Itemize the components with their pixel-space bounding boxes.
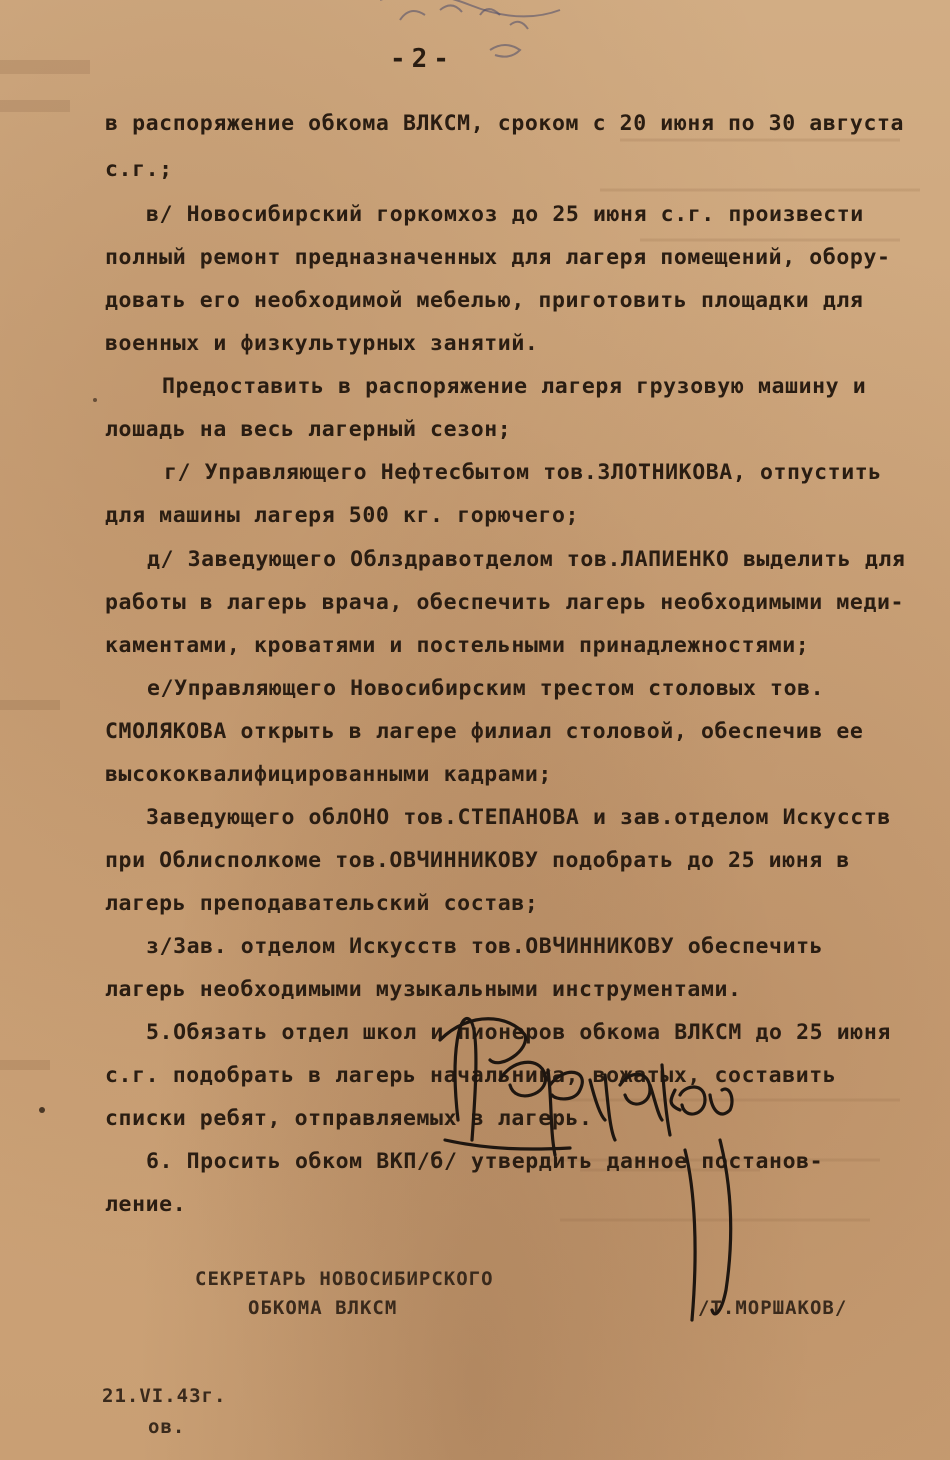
page-number: -2- [390, 44, 455, 74]
body-line: СМОЛЯКОВА открыть в лагере филиал столовой, обеспечив ее [105, 719, 864, 744]
body-line: работы в лагерь врача, обеспечить лагерь необходимыми меди- [105, 590, 905, 615]
body-line: г/ Управляющего Нефтесбытом тов.ЗЛОТНИКОВА, отпустить [164, 460, 882, 485]
body-line: полный ремонт предназначенных для лагеря помещений, обору- [105, 245, 891, 270]
body-line: Заведующего облОНО тов.СТЕПАНОВА и зав.отделом Искусств [146, 805, 891, 830]
body-line: Предоставить в распоряжение лагеря грузовую машину и [162, 374, 867, 399]
body-line: в распоряжение обкома ВЛКСМ, сроком с 20 июня по 30 августа [105, 111, 905, 136]
typist-initials: ов. [148, 1416, 186, 1438]
body-line: ление. [105, 1192, 187, 1217]
signatory-title-line-2: ОБКОМА ВЛКСМ [248, 1297, 398, 1319]
body-line: высококвалифицированными кадрами; [105, 762, 552, 787]
handwritten-signature [430, 990, 770, 1440]
body-line: каментами, кроватями и постельными принадлежностями; [105, 633, 810, 658]
body-line: 5.Обязать отдел школ и пионеров обкома ВЛКСМ до 25 июня [146, 1020, 891, 1045]
body-line: в/ Новосибирский горкомхоз до 25 июня с.г. произвести [146, 202, 864, 227]
body-line: списки ребят, отправляемых в лагерь. [105, 1106, 593, 1131]
body-line: довать его необходимой мебелью, приготовить площадки для [105, 288, 864, 313]
body-line: д/ Заведующего Облздравотделом тов.ЛАПИЕНКО выделить для [147, 547, 906, 572]
body-line: 6. Просить обком ВКП/б/ утвердить данное постанов- [146, 1149, 824, 1174]
body-line: для машины лагеря 500 кг. горючего; [105, 503, 580, 528]
document-date: 21.VI.43г. [102, 1385, 227, 1407]
signatory-name: /Т.МОРШАКОВ/ [698, 1297, 848, 1319]
body-line: с.г.; [105, 157, 173, 182]
body-line: при Облисполкоме тов.ОВЧИННИКОВУ подобрать до 25 июня в [105, 848, 850, 873]
body-line: з/Зав. отделом Искусств тов.ОВЧИННИКОВУ обеспечить [146, 934, 824, 959]
signatory-title-line-1: СЕКРЕТАРЬ НОВОСИБИРСКОГО [195, 1268, 494, 1290]
body-line: с.г. подобрать в лагерь начальника, вожатых, составить [105, 1063, 837, 1088]
body-line: лошадь на весь лагерный сезон; [105, 417, 512, 442]
body-line: лагерь необходимыми музыкальными инструментами. [105, 977, 742, 1002]
body-line: военных и физкультурных занятий. [105, 331, 539, 356]
body-line: лагерь преподавательский состав; [105, 891, 539, 916]
body-line: е/Управляющего Новосибирским трестом столовых тов. [147, 676, 825, 701]
